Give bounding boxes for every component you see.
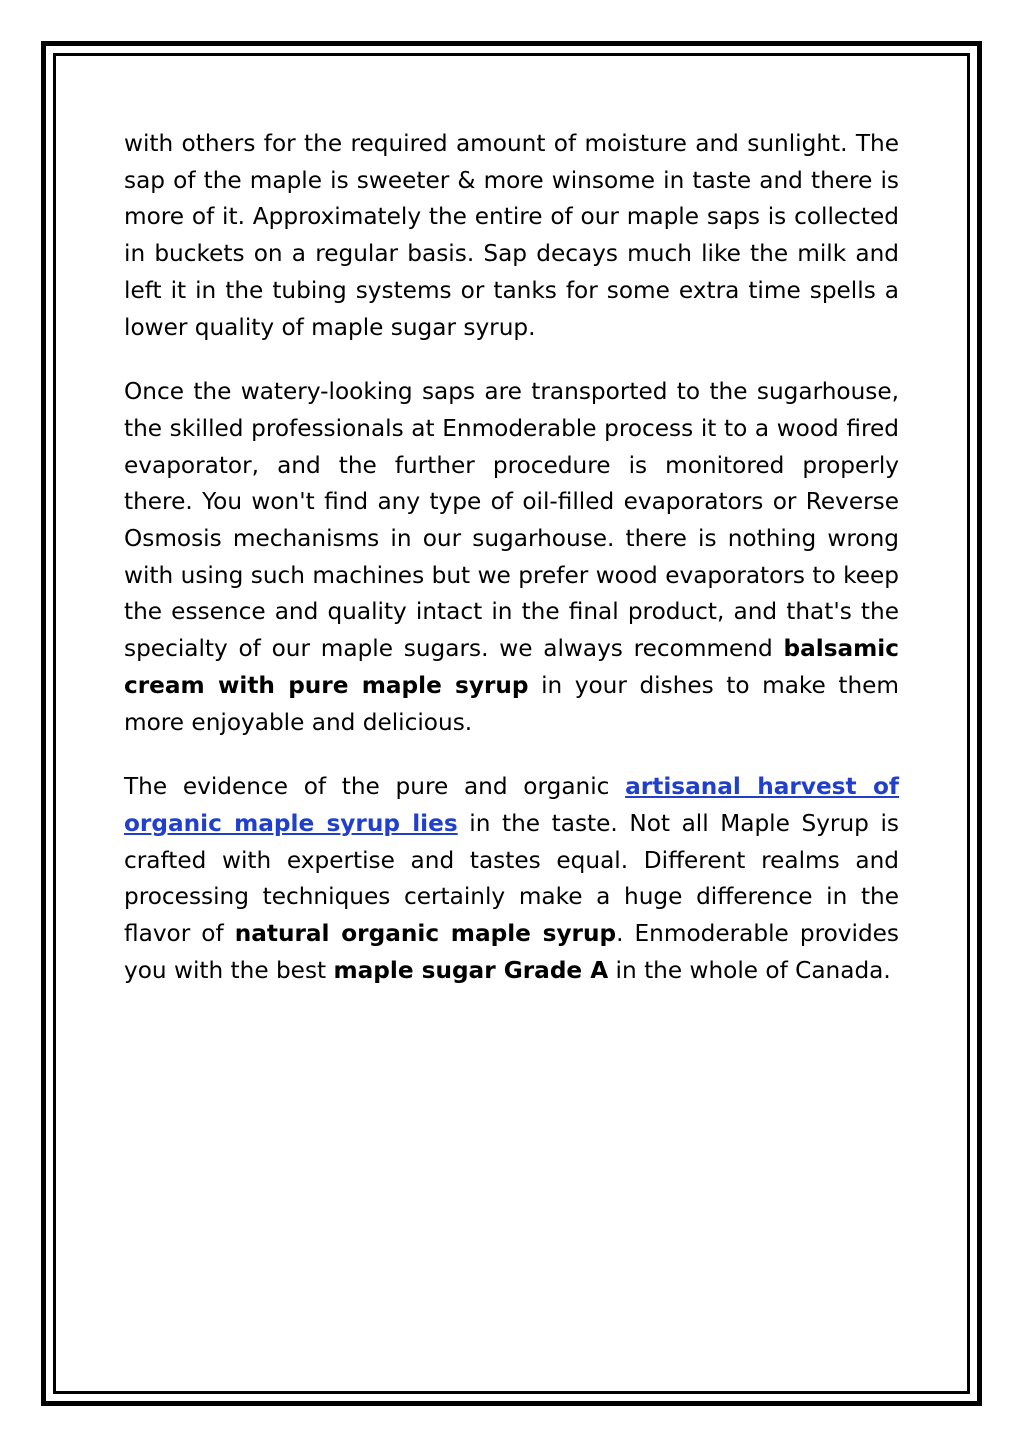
paragraph-2 (124, 374, 899, 741)
paragraph-3-text-end: in the whole of Canada. (608, 956, 891, 984)
paragraph-2-text-start: Once the watery-looking saps are transported to the sugarhouse, the skilled professionals at Enmoderable process it to a wood fired evaporator, and the further procedure is monitored properly there. You won't find any type of oil-filled evaporators or Reverse Osmosis mechanisms in our sugarhouse. there is nothing wrong with using such machines but we prefer wood evaporators to keep the essence and quality intact in the final product, and that's the specialty of our maple sugars. we always recommend (124, 378, 899, 663)
document-body (124, 126, 899, 1017)
paragraph-3-text-middle-1: in the taste. Not all Maple Syrup is crafted with expertise and tastes equal. Different realms and processing techniques certainly make a huge difference in the flavor of (124, 809, 899, 948)
artisanal-harvest-link[interactable]: artisanal harvest of organic maple syrup lies (124, 773, 899, 837)
paragraph-3-text-middle-2: . Enmoderable provides you with the best (124, 920, 900, 984)
paragraph-2-text-end: in your dishes to make them more enjoyable and delicious. (124, 671, 899, 736)
paragraph-3-bold-phrase-1: natural organic maple syrup (234, 920, 617, 948)
paragraph-3-bold-phrase-2: maple sugar Grade A (333, 956, 609, 984)
paragraph-3-text-start: The evidence of the pure and organic (124, 773, 626, 801)
paragraph-1 (124, 126, 899, 346)
paragraph-2-bold-phrase: balsamic cream with pure maple syrup (124, 635, 899, 699)
paragraph-3 (124, 769, 899, 989)
paragraph-1-text: with others for the required amount of moisture and sunlight. The sap of the maple is sweeter & more winsome in taste and there is more of it. Approximately the entire of our maple saps is collected in buckets on a regular basis. Sap decays much like the milk and left it in the tubing systems or tanks for some extra time spells a lower quality of maple sugar syrup. (124, 130, 899, 341)
